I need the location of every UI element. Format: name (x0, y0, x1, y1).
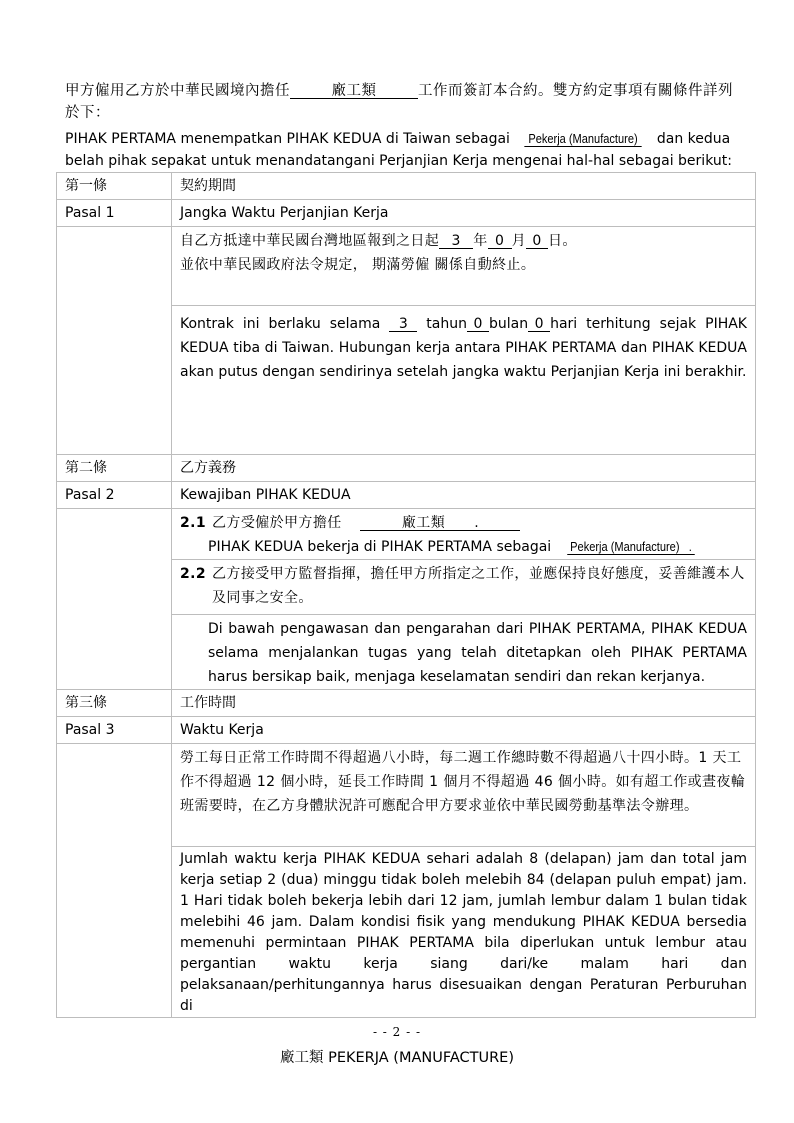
intro-zh-text: 甲方僱用乙方於中華民國境內擔任 (65, 83, 290, 99)
clause-2-1-id: PIHAK KEDUA bekerja di PIHAK PERTAMA sebagai (208, 539, 552, 555)
bulan-unit: bulan (488, 316, 529, 332)
article-3-id-header (57, 717, 756, 744)
article-3-title-id: Waktu Kerja (172, 717, 756, 744)
article-1-body-zh (172, 227, 756, 306)
article-3-body-spacer (57, 744, 172, 1018)
years-field: 3 (439, 234, 473, 249)
clause-2-1-zh: 乙方受僱於甲方擔任 (212, 515, 342, 531)
article-3-title-zh: 工作時間 (172, 690, 756, 717)
article-3-zh-header (57, 690, 756, 717)
article-1-title-zh: 契約期間 (172, 173, 756, 200)
article-1-id-header (57, 200, 756, 227)
article-2-title-id: Kewajiban PIHAK KEDUA (172, 482, 756, 509)
clause-2-2-zh: 乙方接受甲方監督指揮，擔任甲方所指定之工作，並應保持良好態度，妥善維護本人及同事之安全。 (212, 566, 745, 606)
article-2-body-spacer (57, 509, 172, 690)
month-unit-zh: 月 (511, 233, 527, 249)
article-1-title-id: Jangka Waktu Perjanjian Kerja (172, 200, 756, 227)
intro-indonesian (65, 128, 755, 172)
article-2-label-id: Pasal 2 (57, 482, 172, 509)
article-2-label-zh: 第二條 (57, 455, 172, 482)
clause-2-1-zh-fill: 廠工類 (401, 515, 446, 531)
tahun-unit: tahun (426, 316, 467, 332)
bulan-field: 0 (467, 317, 489, 332)
clause-2-2-number: 2.2 (180, 566, 207, 582)
clause-2-1-zh-end: . (474, 515, 480, 531)
termination-text-zh: 並依中華民國政府法令規定， 期滿勞僱 關係自動終止。 (180, 257, 536, 273)
clause-2-1-zh-field (360, 516, 520, 531)
duration-text-id: Kontrak ini berlaku selama (180, 316, 381, 332)
job-title-field: Pekerja (Manufacture) (525, 132, 642, 147)
intro-id-text-end: dan kedua belah pihak sepakat untuk menandatangani Perjanjian Kerja mengenai hal-hal sebagai berikut: (65, 131, 732, 169)
tahun-field: 3 (389, 317, 417, 332)
article-3-body-id (172, 847, 756, 1018)
working-hours-id: Jumlah waktu kerja PIHAK KEDUA sehari adalah 8 (delapan) jam dan total jam kerja setiap 2 (dua) minggu tidak boleh melebih 84 (delapan puluh empat) jam. 1 Hari tidak boleh bekerja lebih dari 12 jam, jumlah lembur dalam 1 bulan tidak melebihi 46 jam. Dalam kondisi fisik yang mendukung PIHAK KEDUA bersedia memenuhi permintaan PIHAK PERTAMA bila diperlukan untuk lembur atau pergantian waktu kerja siang dari/ke malam hari dan pelaksanaan/perhitungannya harus disesuaikan dengan Peraturan Perburuhan di (180, 851, 747, 1014)
page-number: - - 2 - - (372, 1025, 422, 1039)
clause-2-1-id-end: . (688, 539, 692, 554)
contract-table (56, 172, 756, 1018)
hari-field: 0 (528, 317, 550, 332)
article-3-body-zh (172, 744, 756, 847)
article-1-body-id (172, 306, 756, 455)
intro-id-text: PIHAK PERTAMA menempatkan PIHAK KEDUA di Taiwan sebagai (65, 131, 510, 147)
working-hours-zh: 勞工每日正常工作時間不得超過八小時，每二週工作總時數不得超過八十四小時。1 天工作不得超過 12 個小時，延長工作時間 1 個月不得超過 46 個小時。如有超工作或晝夜輪班需要時，在乙方身體狀況許可應配合甲方要求並依中華民國勞動基準法令辦理。 (180, 750, 746, 814)
article-3-label-id: Pasal 3 (57, 717, 172, 744)
clause-2-1-id-field (567, 540, 695, 555)
day-unit-zh: 日。 (548, 233, 577, 249)
article-1-label-id: Pasal 1 (57, 200, 172, 227)
clause-2-2-id: Di bawah pengawasan dan pengarahan dari PIHAK PERTAMA, PIHAK KEDUA selama menjalankan tugas yang telah ditetapkan oleh PIHAK PERTAMA harus bersikap baik, menjaga keselamatan sendiri dan rekan kerjanya. (208, 621, 747, 685)
article-3-label-zh: 第三條 (57, 690, 172, 717)
article-1-body-spacer (57, 227, 172, 455)
article-2-zh-header (57, 455, 756, 482)
intro-chinese (65, 80, 745, 124)
months-field: 0 (488, 234, 512, 249)
job-category-field: 廠工類 (290, 84, 418, 99)
duration-text-zh: 自乙方抵達中華民國台灣地區報到之日起 (180, 233, 440, 249)
article-1-zh-header (57, 173, 756, 200)
article-2-title-zh: 乙方義務 (172, 455, 756, 482)
article-1-label-zh: 第一條 (57, 173, 172, 200)
article-2-id-header (57, 482, 756, 509)
article-2-2-id (172, 615, 756, 690)
article-2-2-zh (172, 560, 756, 615)
clause-2-1-number: 2.1 (180, 515, 207, 531)
year-unit-zh: 年 (473, 233, 488, 249)
intro-zh-text-end: 工作而簽訂本合約。雙方約定事項有關條件詳列於下： (65, 83, 733, 121)
article-2-1 (172, 509, 756, 560)
days-field: 0 (526, 234, 548, 249)
clause-2-1-id-fill: Pekerja (Manufacture) (569, 539, 680, 554)
duration-text-id-end: hari terhitung sejak PIHAK KEDUA tiba di Taiwan. Hubungan kerja antara PIHAK PERTAMA dan PIHAK KEDUA akan putus dengan sendirinya setelah jangka waktu Perjanjian Kerja ini berakhir. (180, 316, 747, 380)
footer-title: 廠工類 PEKERJA (MANUFACTURE) (279, 1050, 515, 1066)
